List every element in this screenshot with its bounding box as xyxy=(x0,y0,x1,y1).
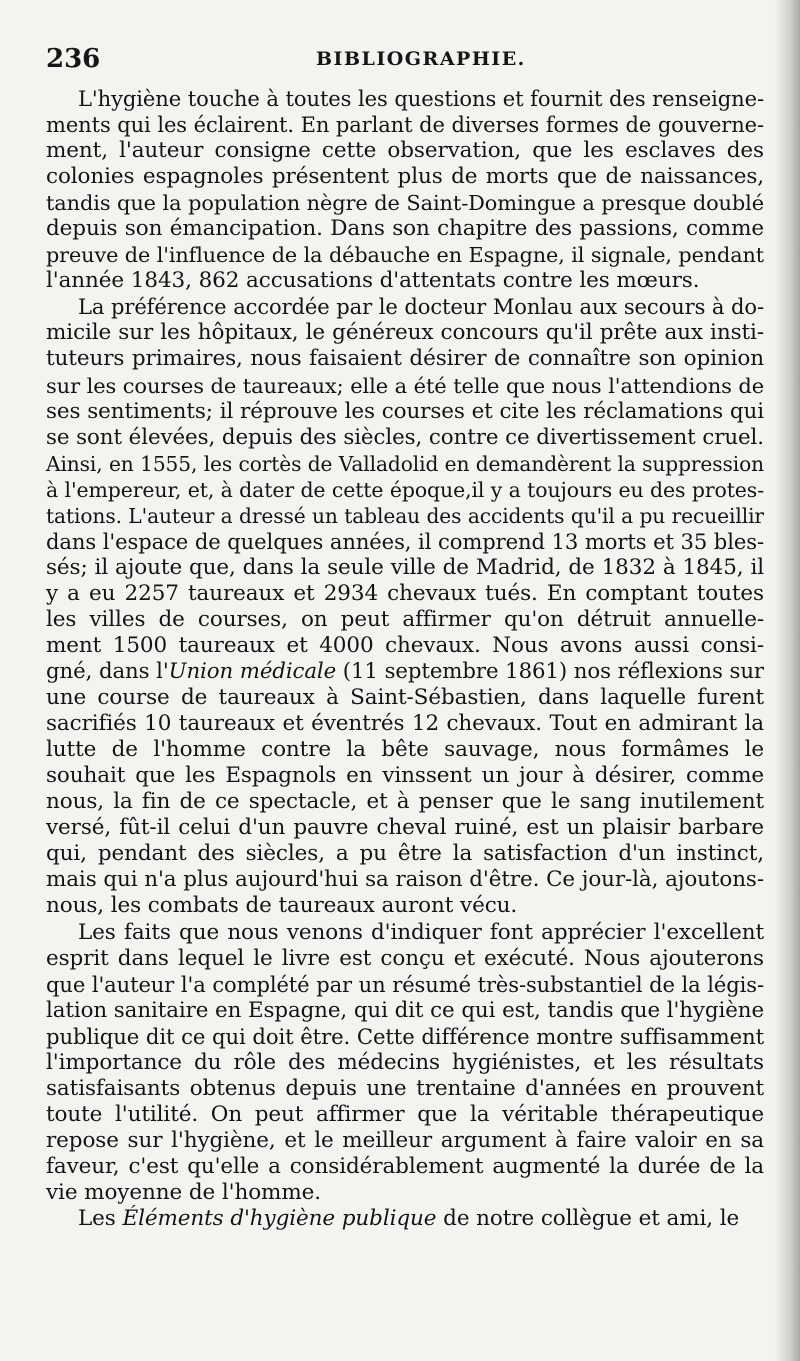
page-number: 236 xyxy=(46,44,101,74)
text-line: ses sentiments; il réprouve les courses et cite les réclamations qui xyxy=(46,398,764,424)
paragraph xyxy=(46,86,764,294)
text-line: dans l'espace de quelques années, il comprend 13 morts et 35 bles- xyxy=(46,528,764,554)
text-line: ment, l'auteur consigne cette observation, que les esclaves des xyxy=(46,138,764,164)
text-line: l'année 1843, 862 accusations d'attentats contre les mœurs. xyxy=(46,268,700,294)
text-line: tations. L'auteur a dressé un tableau des accidents qu'il a pu recueillir xyxy=(46,503,764,528)
text-line: versé, fût-il celui d'un pauvre cheval ruiné, est un plaisir barbare xyxy=(46,815,764,841)
text-line: sur les courses de taureaux; elle a été telle que nous l'attendions de xyxy=(46,373,764,398)
text-line: ment 1500 taureaux et 4000 chevaux. Nous avons aussi consi- xyxy=(46,632,764,658)
running-head: BIBLIOGRAPHIE. xyxy=(316,48,526,70)
text-run: de notre collègue et ami, le xyxy=(436,1206,740,1232)
text-line: lation sanitaire en Espagne, qui dit ce qui est, tandis que l'hygiène xyxy=(46,997,764,1023)
text-line: lutte de l'homme contre la bête sauvage, nous formâmes le xyxy=(46,737,764,763)
text-line: nous, les combats de taureaux auront vécu. xyxy=(46,893,518,919)
italic-title: Éléments d'hygiène publique xyxy=(122,1206,437,1232)
page-edge-shadow xyxy=(774,0,800,1361)
body-text xyxy=(46,86,764,1232)
text-line: tandis que la population nègre de Saint-Domingue a presque doublé xyxy=(46,191,764,216)
text-line: La préférence accordée par le docteur Monlau aux secours à do- xyxy=(78,294,764,320)
text-line: se sont élevées, depuis des siècles, contre ce divertissement cruel. xyxy=(46,424,764,450)
text-line: qui, pendant des siècles, a pu être la satisfaction d'un instinct, xyxy=(46,841,764,867)
text-line: colonies espagnoles présentent plus de morts que de naissances, xyxy=(46,164,764,190)
text-run: (11 septembre 1861) nos réflexions sur xyxy=(336,659,764,685)
text-line: L'hygiène touche à toutes les questions et fournit des renseigne- xyxy=(78,86,764,111)
text-line: sés; il ajoute que, dans la seule ville de Madrid, de 1832 à 1845, il xyxy=(46,554,764,580)
text-line: mais qui n'a plus aujourd'hui sa raison d'être. Ce jour-là, ajoutons- xyxy=(46,867,764,893)
text-line: à l'empereur, et, à dater de cette époque,il y a toujours eu des protes- xyxy=(46,477,764,502)
text-line xyxy=(46,659,764,685)
text-line: vie moyenne de l'homme. xyxy=(46,1179,321,1205)
text-line: depuis son émancipation. Dans son chapitre des passions, comme xyxy=(46,216,764,242)
text-line: l'importance du rôle des médecins hygiénistes, et les résultats xyxy=(46,1049,764,1075)
text-line: toute l'utilité. On peut affirmer que la véritable thérapeutique xyxy=(46,1101,764,1127)
text-line: une course de taureaux à Saint-Sébastien, dans laquelle furent xyxy=(46,685,764,711)
text-line: ments qui les éclairent. En parlant de diverses formes de gouverne- xyxy=(46,112,764,138)
text-line: y a eu 2257 taureaux et 2934 chevaux tués. En comptant toutes xyxy=(46,580,764,606)
text-line: les villes de courses, on peut affirmer qu'on détruit annuelle- xyxy=(46,606,764,632)
text-line: que l'auteur l'a complété par un résumé très-substantiel de la légis- xyxy=(46,971,764,997)
text-line: satisfaisants obtenus depuis une trentaine d'années en prouvent xyxy=(46,1075,764,1101)
text-line: esprit dans lequel le livre est conçu et exécuté. Nous ajouterons xyxy=(46,945,764,971)
text-line: souhait que les Espagnols en vinssent un jour à désirer, comme xyxy=(46,763,764,789)
paragraph xyxy=(46,1206,764,1232)
text-run: gné, dans l' xyxy=(46,659,169,685)
text-line: Les faits que nous venons d'indiquer font apprécier l'excellent xyxy=(78,919,764,945)
text-line: nous, la fin de ce spectacle, et à penser que le sang inutilement xyxy=(46,789,764,815)
text-line: repose sur l'hygiène, et le meilleur argument à faire valoir en sa xyxy=(46,1127,764,1153)
italic-title: Union médicale xyxy=(168,659,337,685)
text-line: micile sur les hôpitaux, le généreux concours qu'il prête aux insti- xyxy=(46,320,764,346)
text-line: preuve de l'influence de la débauche en Espagne, il signale, pendant xyxy=(46,243,764,268)
text-run: Les xyxy=(78,1206,123,1232)
text-line: tuteurs primaires, nous faisaient désirer de connaître son opinion xyxy=(46,346,764,372)
text-line: faveur, c'est qu'elle a considérablement augmenté la durée de la xyxy=(46,1153,764,1179)
paragraph xyxy=(46,920,764,1207)
text-line: Ainsi, en 1555, les cortès de Valladolid en demandèrent la suppression xyxy=(46,451,764,476)
text-line xyxy=(46,1206,764,1232)
paragraph xyxy=(46,294,764,919)
page-header xyxy=(46,36,766,76)
text-line: publique dit ce qui doit être. Cette différence montre suffisamment xyxy=(46,1023,764,1049)
text-line: sacrifiés 10 taureaux et éventrés 12 chevaux. Tout en admirant la xyxy=(46,711,764,737)
